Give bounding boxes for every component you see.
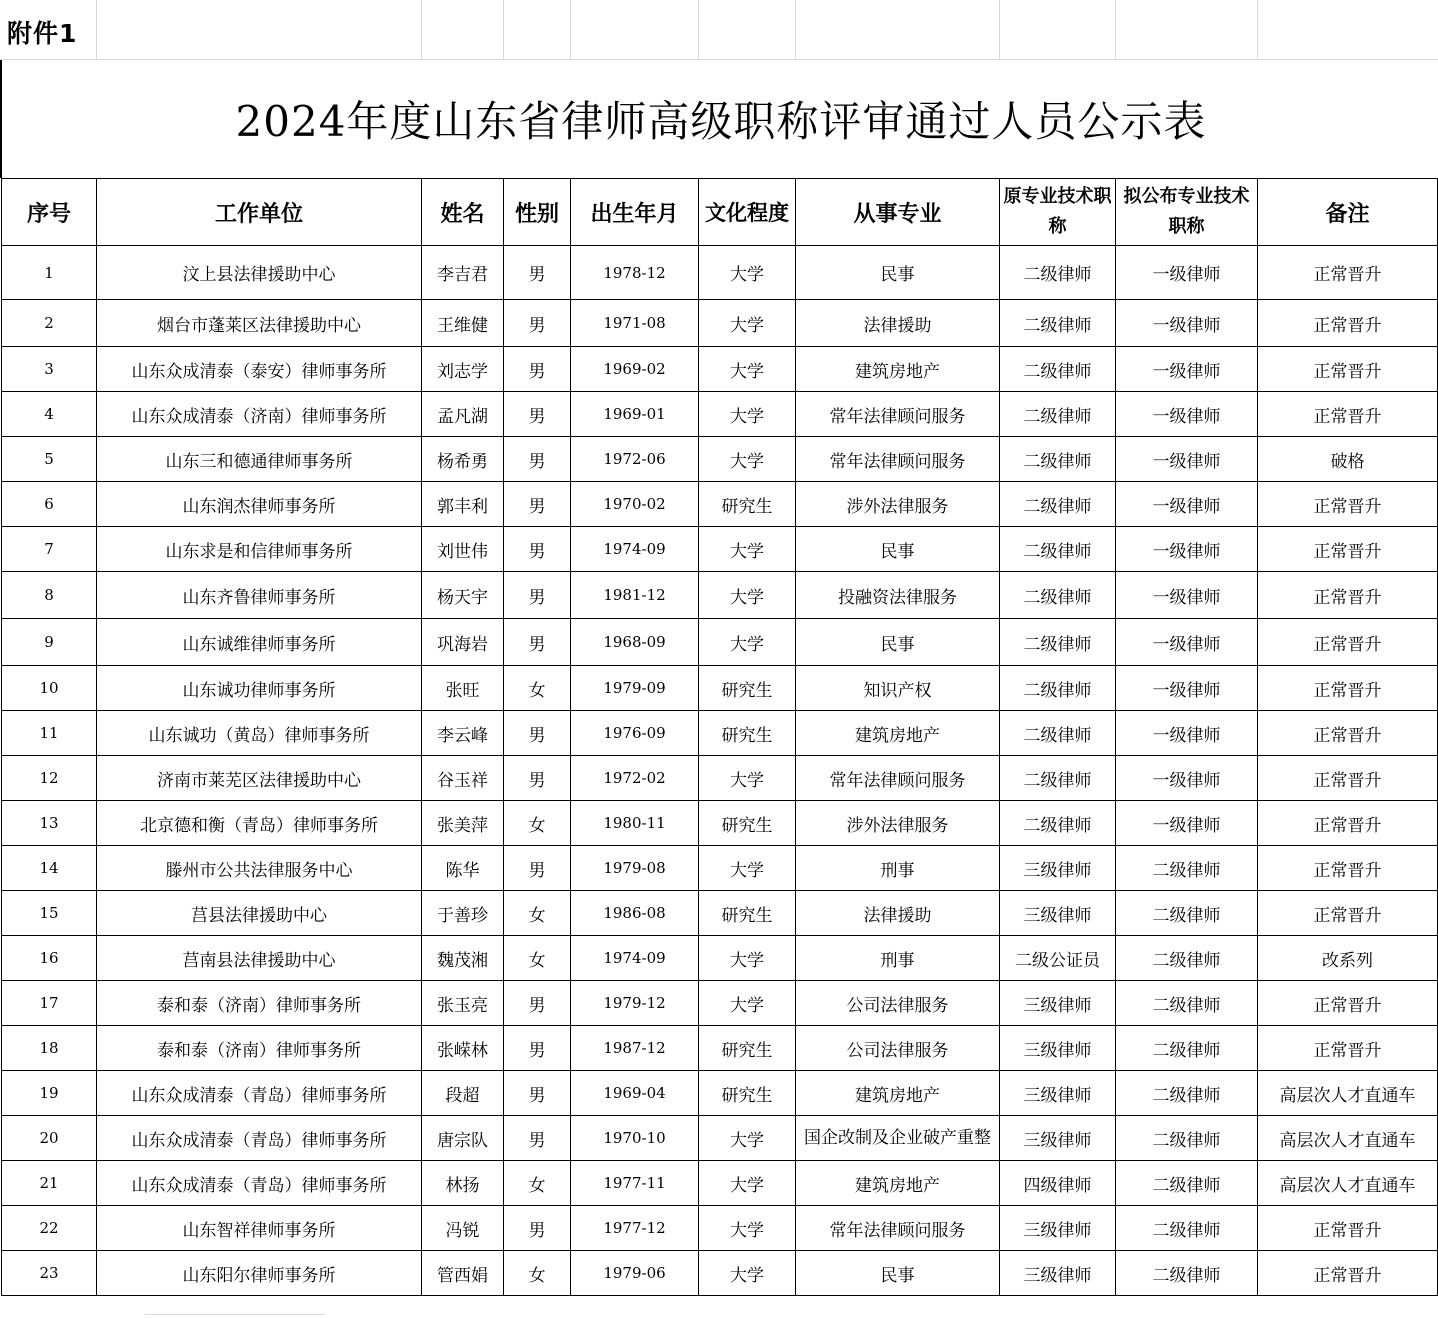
cell-seq: 21 — [2, 1161, 97, 1206]
cell-new-title: 二级律师 — [1116, 1161, 1258, 1206]
header-area — [0, 0, 1438, 60]
cell-remark: 正常晋升 — [1258, 300, 1438, 347]
cell-birth: 1980-11 — [571, 801, 699, 846]
cell-unit: 山东众成清泰（青岛）律师事务所 — [97, 1161, 422, 1206]
cell-gender: 男 — [504, 1071, 571, 1116]
cell-unit: 汶上县法律援助中心 — [97, 246, 422, 300]
cell-seq: 7 — [2, 527, 97, 572]
cell-birth: 1978-12 — [571, 246, 699, 300]
cell-education: 大学 — [699, 756, 796, 801]
cell-birth: 1974-09 — [571, 936, 699, 981]
cell-orig-title: 三级律师 — [1000, 1206, 1116, 1251]
table-row — [2, 1071, 1438, 1116]
cell-specialty: 涉外法律服务 — [796, 801, 1000, 846]
table-row — [2, 619, 1438, 666]
table-row — [2, 246, 1438, 300]
cell-name: 李吉君 — [422, 246, 504, 300]
cell-name: 林扬 — [422, 1161, 504, 1206]
cell-name: 谷玉祥 — [422, 756, 504, 801]
cell-seq: 2 — [2, 300, 97, 347]
cell-new-title: 一级律师 — [1116, 666, 1258, 711]
cell-orig-title: 二级律师 — [1000, 482, 1116, 527]
grid-line — [795, 0, 796, 60]
cell-gender: 男 — [504, 1116, 571, 1161]
cell-education: 大学 — [699, 1251, 796, 1296]
cell-seq: 3 — [2, 347, 97, 392]
cell-new-title: 二级律师 — [1116, 1026, 1258, 1071]
cell-unit: 泰和泰（济南）律师事务所 — [97, 981, 422, 1026]
cell-gender: 男 — [504, 1026, 571, 1071]
cell-education: 大学 — [699, 846, 796, 891]
cell-unit: 山东求是和信律师事务所 — [97, 527, 422, 572]
grid-line — [1257, 0, 1258, 60]
table-row — [2, 527, 1438, 572]
cell-unit: 泰和泰（济南）律师事务所 — [97, 1026, 422, 1071]
cell-specialty: 民事 — [796, 527, 1000, 572]
cell-birth: 1971-08 — [571, 300, 699, 347]
cell-gender: 男 — [504, 437, 571, 482]
cell-orig-title: 二级律师 — [1000, 437, 1116, 482]
cell-education: 大学 — [699, 936, 796, 981]
header-remark: 备注 — [1258, 179, 1438, 246]
cell-birth: 1979-09 — [571, 666, 699, 711]
cell-name: 孟凡湖 — [422, 392, 504, 437]
cell-seq: 17 — [2, 981, 97, 1026]
cell-seq: 6 — [2, 482, 97, 527]
cell-seq: 9 — [2, 619, 97, 666]
cell-remark: 高层次人才直通车 — [1258, 1161, 1438, 1206]
cell-remark: 正常晋升 — [1258, 666, 1438, 711]
header-new-title: 拟公布专业技术职称 — [1116, 179, 1258, 246]
cell-remark: 正常晋升 — [1258, 756, 1438, 801]
cell-education: 大学 — [699, 619, 796, 666]
cell-birth: 1969-04 — [571, 1071, 699, 1116]
cell-education: 大学 — [699, 300, 796, 347]
grid-line — [570, 0, 571, 60]
cell-unit: 山东智祥律师事务所 — [97, 1206, 422, 1251]
cell-name: 郭丰利 — [422, 482, 504, 527]
table-row — [2, 666, 1438, 711]
cell-gender: 女 — [504, 891, 571, 936]
cell-specialty: 建筑房地产 — [796, 347, 1000, 392]
cell-remark: 正常晋升 — [1258, 527, 1438, 572]
cell-birth: 1970-02 — [571, 482, 699, 527]
cell-seq: 19 — [2, 1071, 97, 1116]
header-specialty: 从事专业 — [796, 179, 1000, 246]
cell-unit: 山东众成清泰（青岛）律师事务所 — [97, 1116, 422, 1161]
cell-education: 研究生 — [699, 891, 796, 936]
cell-new-title: 一级律师 — [1116, 482, 1258, 527]
cell-education: 大学 — [699, 1161, 796, 1206]
cell-birth: 1986-08 — [571, 891, 699, 936]
cell-seq: 5 — [2, 437, 97, 482]
table-row — [2, 936, 1438, 981]
cell-seq: 14 — [2, 846, 97, 891]
cell-remark: 正常晋升 — [1258, 1206, 1438, 1251]
cell-gender: 男 — [504, 482, 571, 527]
cell-gender: 男 — [504, 347, 571, 392]
cell-new-title: 一级律师 — [1116, 572, 1258, 619]
cell-gender: 男 — [504, 392, 571, 437]
cell-new-title: 一级律师 — [1116, 527, 1258, 572]
cell-gender: 男 — [504, 300, 571, 347]
cell-unit: 山东阳尔律师事务所 — [97, 1251, 422, 1296]
cell-birth: 1987-12 — [571, 1026, 699, 1071]
table-body — [2, 246, 1438, 1296]
cell-orig-title: 二级公证员 — [1000, 936, 1116, 981]
cell-specialty: 建筑房地产 — [796, 711, 1000, 756]
cell-birth: 1976-09 — [571, 711, 699, 756]
cell-gender: 男 — [504, 527, 571, 572]
cell-specialty: 知识产权 — [796, 666, 1000, 711]
cell-birth: 1981-12 — [571, 572, 699, 619]
cell-specialty: 民事 — [796, 246, 1000, 300]
cell-remark: 正常晋升 — [1258, 1026, 1438, 1071]
cell-name: 巩海岩 — [422, 619, 504, 666]
cell-specialty: 常年法律顾问服务 — [796, 756, 1000, 801]
cell-seq: 16 — [2, 936, 97, 981]
cell-new-title: 二级律师 — [1116, 1116, 1258, 1161]
cell-seq: 11 — [2, 711, 97, 756]
cell-new-title: 一级律师 — [1116, 347, 1258, 392]
cell-gender: 男 — [504, 572, 571, 619]
cell-education: 大学 — [699, 1206, 796, 1251]
cell-new-title: 一级律师 — [1116, 437, 1258, 482]
grid-line — [1115, 0, 1116, 60]
cell-seq: 1 — [2, 246, 97, 300]
cell-seq: 22 — [2, 1206, 97, 1251]
cell-seq: 8 — [2, 572, 97, 619]
header-gender: 性别 — [504, 179, 571, 246]
cell-orig-title: 三级律师 — [1000, 846, 1116, 891]
table-row — [2, 437, 1438, 482]
cell-orig-title: 二级律师 — [1000, 572, 1116, 619]
cell-unit: 山东诚功律师事务所 — [97, 666, 422, 711]
cell-education: 研究生 — [699, 711, 796, 756]
cell-specialty: 投融资法律服务 — [796, 572, 1000, 619]
cell-remark: 正常晋升 — [1258, 891, 1438, 936]
header-orig-title: 原专业技术职称 — [1000, 179, 1116, 246]
cell-specialty: 建筑房地产 — [796, 1161, 1000, 1206]
table-row — [2, 1251, 1438, 1296]
table-row — [2, 801, 1438, 846]
cell-name: 刘世伟 — [422, 527, 504, 572]
cell-unit: 山东齐鲁律师事务所 — [97, 572, 422, 619]
grid-line — [145, 1314, 325, 1315]
cell-specialty: 民事 — [796, 619, 1000, 666]
cell-specialty: 法律援助 — [796, 891, 1000, 936]
cell-gender: 男 — [504, 1206, 571, 1251]
cell-gender: 男 — [504, 981, 571, 1026]
cell-birth: 1974-09 — [571, 527, 699, 572]
cell-remark: 正常晋升 — [1258, 981, 1438, 1026]
cell-birth: 1970-10 — [571, 1116, 699, 1161]
cell-name: 冯锐 — [422, 1206, 504, 1251]
cell-gender: 男 — [504, 846, 571, 891]
cell-unit: 烟台市蓬莱区法律援助中心 — [97, 300, 422, 347]
cell-education: 大学 — [699, 246, 796, 300]
table-row — [2, 1161, 1438, 1206]
cell-unit: 莒县法律援助中心 — [97, 891, 422, 936]
cell-gender: 男 — [504, 711, 571, 756]
cell-unit: 山东众成清泰（青岛）律师事务所 — [97, 1071, 422, 1116]
cell-remark: 高层次人才直通车 — [1258, 1071, 1438, 1116]
cell-education: 大学 — [699, 572, 796, 619]
cell-specialty: 国企改制及企业破产重整 — [796, 1116, 1000, 1161]
cell-gender: 女 — [504, 1161, 571, 1206]
cell-orig-title: 二级律师 — [1000, 300, 1116, 347]
cell-orig-title: 三级律师 — [1000, 1026, 1116, 1071]
cell-education: 大学 — [699, 347, 796, 392]
table-row — [2, 846, 1438, 891]
cell-specialty: 民事 — [796, 1251, 1000, 1296]
cell-name: 段超 — [422, 1071, 504, 1116]
cell-specialty: 公司法律服务 — [796, 981, 1000, 1026]
cell-birth: 1977-11 — [571, 1161, 699, 1206]
cell-specialty: 常年法律顾问服务 — [796, 1206, 1000, 1251]
cell-name: 于善珍 — [422, 891, 504, 936]
cell-specialty: 刑事 — [796, 936, 1000, 981]
cell-orig-title: 四级律师 — [1000, 1161, 1116, 1206]
cell-specialty: 涉外法律服务 — [796, 482, 1000, 527]
header-row — [2, 179, 1438, 246]
table-row — [2, 1116, 1438, 1161]
cell-orig-title: 三级律师 — [1000, 1116, 1116, 1161]
cell-name: 唐宗队 — [422, 1116, 504, 1161]
cell-new-title: 一级律师 — [1116, 711, 1258, 756]
cell-new-title: 一级律师 — [1116, 246, 1258, 300]
cell-new-title: 一级律师 — [1116, 300, 1258, 347]
cell-education: 大学 — [699, 437, 796, 482]
header-unit: 工作单位 — [97, 179, 422, 246]
cell-orig-title: 二级律师 — [1000, 527, 1116, 572]
grid-line — [698, 0, 699, 60]
cell-orig-title: 三级律师 — [1000, 891, 1116, 936]
cell-orig-title: 二级律师 — [1000, 801, 1116, 846]
cell-gender: 男 — [504, 756, 571, 801]
cell-new-title: 一级律师 — [1116, 801, 1258, 846]
bottom-strip — [0, 1312, 1438, 1318]
cell-unit: 滕州市公共法律服务中心 — [97, 846, 422, 891]
cell-birth: 1979-12 — [571, 981, 699, 1026]
cell-remark: 正常晋升 — [1258, 347, 1438, 392]
grid-line — [421, 0, 422, 60]
cell-specialty: 建筑房地产 — [796, 1071, 1000, 1116]
document-title: 2024年度山东省律师高级职称评审通过人员公示表 — [0, 60, 1438, 178]
cell-name: 杨天宇 — [422, 572, 504, 619]
cell-seq: 13 — [2, 801, 97, 846]
cell-education: 研究生 — [699, 666, 796, 711]
table-row — [2, 482, 1438, 527]
cell-seq: 15 — [2, 891, 97, 936]
cell-birth: 1972-06 — [571, 437, 699, 482]
cell-new-title: 二级律师 — [1116, 891, 1258, 936]
cell-orig-title: 二级律师 — [1000, 246, 1116, 300]
cell-unit: 北京德和衡（青岛）律师事务所 — [97, 801, 422, 846]
cell-remark: 正常晋升 — [1258, 846, 1438, 891]
cell-name: 李云峰 — [422, 711, 504, 756]
cell-unit: 山东众成清泰（泰安）律师事务所 — [97, 347, 422, 392]
cell-remark: 正常晋升 — [1258, 246, 1438, 300]
cell-education: 研究生 — [699, 1071, 796, 1116]
cell-orig-title: 二级律师 — [1000, 619, 1116, 666]
cell-seq: 4 — [2, 392, 97, 437]
cell-birth: 1968-09 — [571, 619, 699, 666]
cell-new-title: 一级律师 — [1116, 756, 1258, 801]
table-row — [2, 981, 1438, 1026]
header-birth: 出生年月 — [571, 179, 699, 246]
cell-name: 刘志学 — [422, 347, 504, 392]
cell-unit: 莒南县法律援助中心 — [97, 936, 422, 981]
cell-remark: 正常晋升 — [1258, 619, 1438, 666]
cell-birth: 1972-02 — [571, 756, 699, 801]
cell-specialty: 公司法律服务 — [796, 1026, 1000, 1071]
cell-name: 陈华 — [422, 846, 504, 891]
header-name: 姓名 — [422, 179, 504, 246]
cell-name: 魏茂湘 — [422, 936, 504, 981]
cell-remark: 高层次人才直通车 — [1258, 1116, 1438, 1161]
cell-education: 大学 — [699, 527, 796, 572]
cell-orig-title: 二级律师 — [1000, 756, 1116, 801]
header-seq: 序号 — [2, 179, 97, 246]
personnel-table — [1, 178, 1438, 1296]
cell-name: 张旺 — [422, 666, 504, 711]
cell-seq: 20 — [2, 1116, 97, 1161]
table-row — [2, 572, 1438, 619]
cell-education: 大学 — [699, 1116, 796, 1161]
cell-birth: 1979-08 — [571, 846, 699, 891]
table-row — [2, 1206, 1438, 1251]
cell-education: 大学 — [699, 392, 796, 437]
cell-gender: 女 — [504, 1251, 571, 1296]
cell-unit: 济南市莱芜区法律援助中心 — [97, 756, 422, 801]
cell-remark: 正常晋升 — [1258, 572, 1438, 619]
cell-orig-title: 二级律师 — [1000, 711, 1116, 756]
cell-specialty: 刑事 — [796, 846, 1000, 891]
cell-birth: 1969-01 — [571, 392, 699, 437]
cell-birth: 1979-06 — [571, 1251, 699, 1296]
grid-line — [999, 0, 1000, 60]
cell-remark: 正常晋升 — [1258, 392, 1438, 437]
cell-remark: 正常晋升 — [1258, 1251, 1438, 1296]
cell-name: 张玉亮 — [422, 981, 504, 1026]
cell-remark: 改系列 — [1258, 936, 1438, 981]
table-row — [2, 1026, 1438, 1071]
table-row — [2, 392, 1438, 437]
table-row — [2, 756, 1438, 801]
cell-gender: 女 — [504, 936, 571, 981]
table-row — [2, 711, 1438, 756]
cell-birth: 1977-12 — [571, 1206, 699, 1251]
cell-education: 研究生 — [699, 801, 796, 846]
grid-line — [503, 0, 504, 60]
cell-remark: 正常晋升 — [1258, 482, 1438, 527]
cell-orig-title: 三级律师 — [1000, 981, 1116, 1026]
cell-orig-title: 三级律师 — [1000, 1251, 1116, 1296]
cell-seq: 10 — [2, 666, 97, 711]
cell-orig-title: 二级律师 — [1000, 392, 1116, 437]
cell-birth: 1969-02 — [571, 347, 699, 392]
cell-specialty: 法律援助 — [796, 300, 1000, 347]
cell-unit: 山东诚功（黄岛）律师事务所 — [97, 711, 422, 756]
attachment-label: 附件1 — [7, 19, 78, 48]
cell-unit: 山东润杰律师事务所 — [97, 482, 422, 527]
table-row — [2, 347, 1438, 392]
cell-orig-title: 三级律师 — [1000, 1071, 1116, 1116]
cell-specialty: 常年法律顾问服务 — [796, 437, 1000, 482]
cell-education: 大学 — [699, 981, 796, 1026]
table-row — [2, 891, 1438, 936]
cell-unit: 山东众成清泰（济南）律师事务所 — [97, 392, 422, 437]
cell-orig-title: 二级律师 — [1000, 666, 1116, 711]
cell-name: 杨希勇 — [422, 437, 504, 482]
table-row — [2, 300, 1438, 347]
cell-remark: 正常晋升 — [1258, 711, 1438, 756]
cell-specialty: 常年法律顾问服务 — [796, 392, 1000, 437]
cell-gender: 女 — [504, 666, 571, 711]
grid-line — [96, 0, 97, 60]
cell-orig-title: 二级律师 — [1000, 347, 1116, 392]
cell-remark: 破格 — [1258, 437, 1438, 482]
cell-new-title: 一级律师 — [1116, 619, 1258, 666]
cell-remark: 正常晋升 — [1258, 801, 1438, 846]
cell-unit: 山东三和德通律师事务所 — [97, 437, 422, 482]
cell-name: 管西娟 — [422, 1251, 504, 1296]
cell-unit: 山东诚维律师事务所 — [97, 619, 422, 666]
cell-gender: 男 — [504, 246, 571, 300]
cell-new-title: 二级律师 — [1116, 981, 1258, 1026]
cell-seq: 18 — [2, 1026, 97, 1071]
header-education: 文化程度 — [699, 179, 796, 246]
cell-new-title: 二级律师 — [1116, 1206, 1258, 1251]
cell-name: 张美萍 — [422, 801, 504, 846]
cell-new-title: 一级律师 — [1116, 392, 1258, 437]
cell-gender: 男 — [504, 619, 571, 666]
cell-seq: 12 — [2, 756, 97, 801]
cell-name: 张嵘林 — [422, 1026, 504, 1071]
cell-education: 研究生 — [699, 1026, 796, 1071]
cell-new-title: 二级律师 — [1116, 1071, 1258, 1116]
cell-education: 研究生 — [699, 482, 796, 527]
cell-new-title: 二级律师 — [1116, 1251, 1258, 1296]
cell-name: 王维健 — [422, 300, 504, 347]
cell-gender: 女 — [504, 801, 571, 846]
cell-new-title: 二级律师 — [1116, 936, 1258, 981]
cell-new-title: 二级律师 — [1116, 846, 1258, 891]
cell-seq: 23 — [2, 1251, 97, 1296]
